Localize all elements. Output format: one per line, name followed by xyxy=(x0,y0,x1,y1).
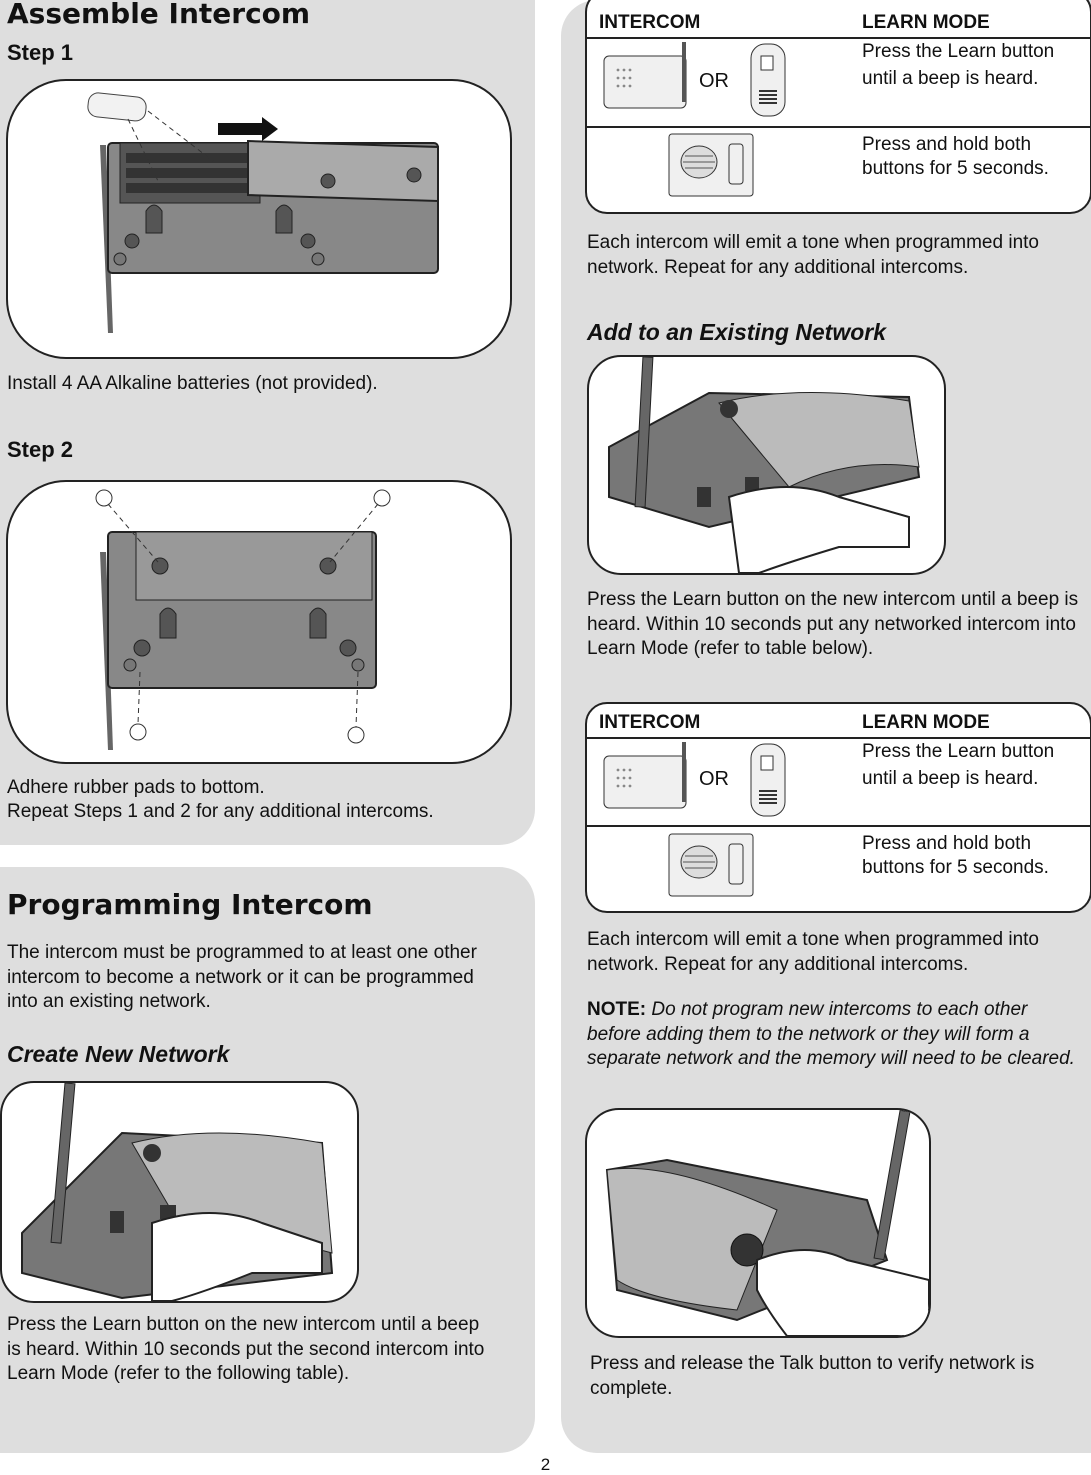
table2-header-intercom: INTERCOM xyxy=(599,712,701,733)
table2-desk-intercom-icon xyxy=(602,742,692,814)
table1-row1-line1: Press the Learn button xyxy=(862,41,1055,62)
table2-or-label: OR xyxy=(699,768,729,790)
rubber-pads-illustration xyxy=(6,480,512,764)
table2-row-rule xyxy=(587,825,1090,827)
table1-remote-intercom-icon xyxy=(747,42,789,118)
table1-row2-line1: Press and hold both xyxy=(862,134,1032,155)
step1-text: Install 4 AA Alkaline batteries (not provided). xyxy=(7,373,378,394)
table2-row1-line2: until a beep is heard. xyxy=(862,768,1039,789)
table1-or-label: OR xyxy=(699,70,729,92)
table1-row2-line2: buttons for 5 seconds. xyxy=(862,158,1049,179)
after-table2-text: Each intercom will emit a tone when programmed into network. Repeat for any additional intercoms. xyxy=(587,929,1039,975)
table2-row2-line1: Press and hold both xyxy=(862,833,1032,854)
note-paragraph xyxy=(587,998,1082,1072)
table1-header-intercom: INTERCOM xyxy=(599,12,701,33)
existing-network-title: Add to an Existing Network xyxy=(587,319,887,345)
existing-network-text: Press the Learn button on the new intercom until a beep is heard. Within 10 seconds put any networked intercom into Learn Mode (refer to table below). xyxy=(587,589,1079,659)
note-label: NOTE: xyxy=(587,999,647,1020)
verify-network-text: Press and release the Talk button to verify network is complete. xyxy=(590,1353,1035,1399)
programming-title: Programming Intercom xyxy=(7,888,373,921)
step2-label: Step 2 xyxy=(7,437,74,462)
create-network-illustration xyxy=(0,1081,359,1303)
table1-wall-intercom-icon xyxy=(667,132,755,198)
step2-text-line2: Repeat Steps 1 and 2 for any additional intercoms. xyxy=(7,801,434,822)
table2-remote-intercom-icon xyxy=(747,742,789,818)
step1-label: Step 1 xyxy=(7,40,74,65)
existing-network-illustration xyxy=(587,355,946,575)
learn-mode-table-1 xyxy=(585,0,1091,214)
programming-intro: The intercom must be programmed to at least one other intercom to become a network or it can be programmed into an existing network. xyxy=(7,942,477,1012)
table1-desk-intercom-icon xyxy=(602,42,692,114)
note-text: Do not program new intercoms to each other before adding them to the network or they will form a separate network and the memory will need to be cleared. xyxy=(587,999,1075,1069)
create-network-title: Create New Network xyxy=(7,1041,230,1067)
battery-install-illustration xyxy=(6,79,512,359)
page-number: 2 xyxy=(540,1455,551,1474)
learn-mode-table-2 xyxy=(585,702,1091,913)
create-network-text: Press the Learn button on the new intercom until a beep is heard. Within 10 seconds put the second intercom into Learn Mode (refer to the following table). xyxy=(7,1314,485,1384)
table2-row2-line2: buttons for 5 seconds. xyxy=(862,857,1049,878)
verify-network-illustration xyxy=(585,1108,931,1338)
step2-text-line1: Adhere rubber pads to bottom. xyxy=(7,777,265,798)
table1-header-learn-mode: LEARN MODE xyxy=(862,12,990,33)
table2-row1-line1: Press the Learn button xyxy=(862,741,1055,762)
table2-header-learn-mode: LEARN MODE xyxy=(862,712,990,733)
assemble-title: Assemble Intercom xyxy=(7,0,311,30)
after-table1-text: Each intercom will emit a tone when programmed into network. Repeat for any additional intercoms. xyxy=(587,232,1039,278)
table1-row-rule xyxy=(587,126,1090,128)
table1-row1-line2: until a beep is heard. xyxy=(862,68,1039,89)
table2-wall-intercom-icon xyxy=(667,832,755,898)
